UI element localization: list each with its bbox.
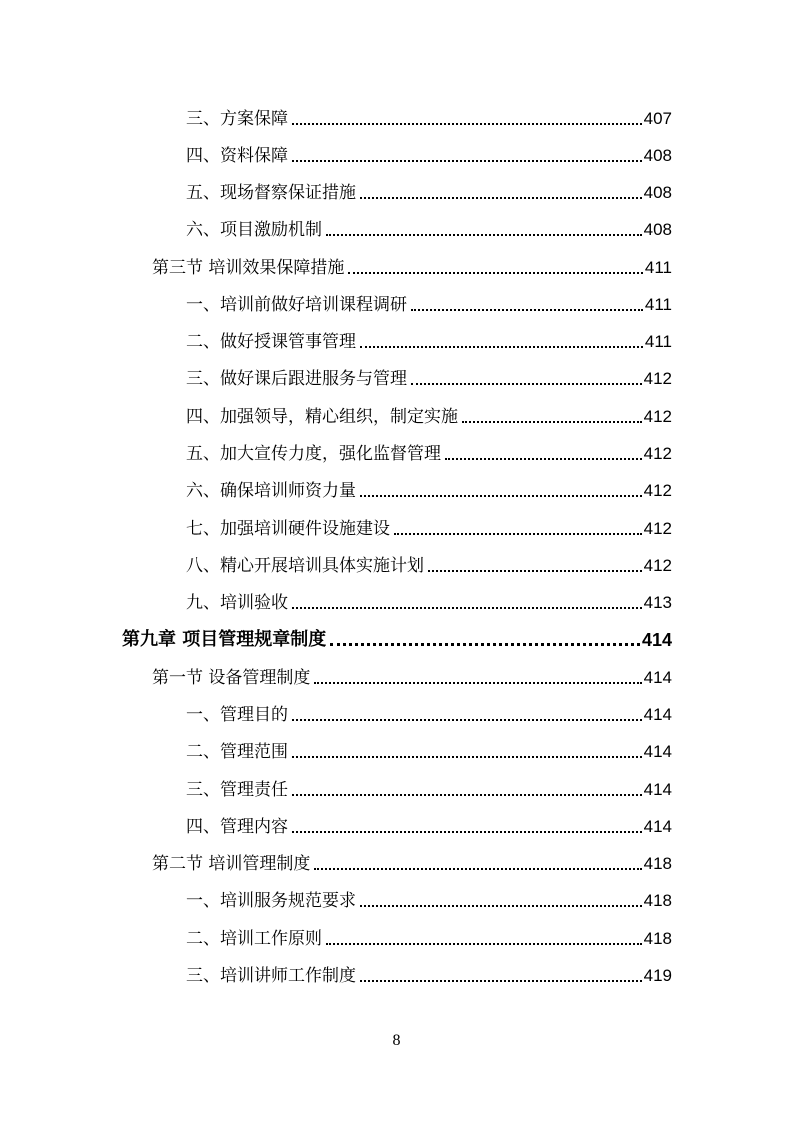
toc-entry-label: 二、培训工作原则 bbox=[186, 929, 322, 949]
toc-entry-page: 418 bbox=[643, 891, 672, 910]
toc-dot-leader bbox=[428, 570, 642, 572]
toc-entry-label: 九、培训验收 bbox=[186, 593, 288, 613]
toc-entry-page: 419 bbox=[643, 966, 672, 985]
toc-entry-page: 412 bbox=[643, 444, 672, 463]
toc-dot-leader bbox=[326, 943, 642, 945]
toc-entry[interactable] bbox=[186, 435, 672, 465]
toc-entry-label: 三、管理责任 bbox=[186, 780, 288, 800]
toc-entry-label: 三、方案保障 bbox=[186, 109, 288, 129]
toc-entry[interactable] bbox=[186, 733, 672, 763]
toc-entry-label: 一、管理目的 bbox=[186, 705, 288, 725]
toc-entry-label: 三、培训讲师工作制度 bbox=[186, 966, 356, 986]
toc-entry[interactable] bbox=[186, 696, 672, 726]
toc-entry-label: 一、培训服务规范要求 bbox=[186, 891, 356, 911]
toc-dot-leader bbox=[314, 682, 641, 684]
toc-chapter-entry[interactable] bbox=[122, 621, 672, 651]
toc-entry-label: 二、做好授课管事管理 bbox=[186, 332, 356, 352]
toc-entry-label: 三、做好课后跟进服务与管理 bbox=[186, 369, 407, 389]
toc-entry-label: 第二节 培训管理制度 bbox=[152, 854, 311, 874]
toc-entry[interactable] bbox=[186, 472, 672, 502]
toc-dot-leader bbox=[360, 905, 642, 907]
toc-dot-leader bbox=[314, 868, 641, 870]
toc-entry-label: 八、精心开展培训具体实施计划 bbox=[186, 556, 424, 576]
toc-dot-leader bbox=[411, 309, 643, 311]
toc-entry[interactable] bbox=[186, 547, 672, 577]
toc-dot-leader bbox=[360, 346, 643, 348]
toc-dot-leader bbox=[292, 607, 642, 609]
toc-entry-page: 408 bbox=[643, 183, 672, 202]
toc-entry-page: 407 bbox=[643, 109, 672, 128]
toc-entry-page: 411 bbox=[644, 295, 672, 314]
toc-entry[interactable] bbox=[186, 808, 672, 838]
page-number: 8 bbox=[392, 1032, 401, 1049]
toc-dot-leader bbox=[394, 533, 642, 535]
toc-dot-leader bbox=[360, 495, 642, 497]
toc-entry-page: 414 bbox=[643, 742, 672, 761]
toc-entry-page: 412 bbox=[643, 407, 672, 426]
toc-entry-label: 第一节 设备管理制度 bbox=[152, 668, 311, 688]
toc-entry-page: 413 bbox=[643, 593, 672, 612]
toc-entry[interactable] bbox=[186, 398, 672, 428]
toc-dot-leader bbox=[326, 234, 642, 236]
toc-entry-page: 411 bbox=[644, 258, 672, 277]
toc-dot-leader bbox=[292, 794, 642, 796]
toc-dot-leader bbox=[292, 123, 642, 125]
toc-entry-label: 五、加大宣传力度，强化监督管理 bbox=[186, 444, 441, 464]
toc-entry[interactable] bbox=[186, 771, 672, 801]
toc-entry-label: 六、项目激励机制 bbox=[186, 220, 322, 240]
toc-entry-label: 第九章 项目管理规章制度 bbox=[122, 629, 327, 650]
toc-entry[interactable] bbox=[186, 323, 672, 353]
toc-entry[interactable] bbox=[186, 360, 672, 390]
toc-entry-page: 414 bbox=[643, 780, 672, 799]
toc-dot-leader bbox=[292, 719, 642, 721]
toc-entry[interactable] bbox=[186, 137, 672, 167]
toc-entry-label: 一、培训前做好培训课程调研 bbox=[186, 295, 407, 315]
toc-section-entry[interactable] bbox=[152, 845, 672, 875]
toc-dot-leader bbox=[411, 383, 642, 385]
toc-entry-label: 四、加强领导，精心组织，制定实施 bbox=[186, 407, 458, 427]
toc-entry-label: 七、加强培训硬件设施建设 bbox=[186, 519, 390, 539]
toc-entry-page: 411 bbox=[644, 332, 672, 351]
toc-entry-page: 412 bbox=[643, 369, 672, 388]
toc-entry[interactable] bbox=[186, 286, 672, 316]
toc-entry[interactable] bbox=[186, 100, 672, 130]
toc-dot-leader bbox=[348, 272, 642, 274]
toc-dot-leader bbox=[292, 756, 642, 758]
toc-entry-label: 二、管理范围 bbox=[186, 742, 288, 762]
toc-entry-page: 412 bbox=[643, 481, 672, 500]
toc-entry-label: 六、确保培训师资力量 bbox=[186, 481, 356, 501]
toc-section-entry[interactable] bbox=[152, 659, 672, 689]
toc-entry-page: 414 bbox=[643, 668, 672, 687]
toc-dot-leader bbox=[462, 421, 642, 423]
toc-entry-label: 四、资料保障 bbox=[186, 146, 288, 166]
toc-dot-leader bbox=[292, 831, 642, 833]
toc-entry-page: 414 bbox=[643, 705, 672, 724]
toc-entry-label: 四、管理内容 bbox=[186, 817, 288, 837]
toc-entry-label: 第三节 培训效果保障措施 bbox=[152, 258, 345, 278]
toc-entry[interactable] bbox=[186, 211, 672, 241]
toc-entry[interactable] bbox=[186, 957, 672, 987]
toc-entry-page: 418 bbox=[643, 854, 672, 873]
toc-entry-page: 412 bbox=[643, 519, 672, 538]
toc-entry-page: 408 bbox=[643, 146, 672, 165]
toc-entry-page: 414 bbox=[641, 630, 672, 650]
toc-entry[interactable] bbox=[186, 174, 672, 204]
toc-entry[interactable] bbox=[186, 584, 672, 614]
toc-entry-label: 五、现场督察保证措施 bbox=[186, 183, 356, 203]
toc-dot-leader bbox=[292, 160, 642, 162]
toc-entry-page: 408 bbox=[643, 220, 672, 239]
toc-entry[interactable] bbox=[186, 510, 672, 540]
toc-dot-leader bbox=[360, 197, 642, 199]
toc-entry[interactable] bbox=[186, 882, 672, 912]
toc-entry-page: 418 bbox=[643, 929, 672, 948]
toc-entry-page: 412 bbox=[643, 556, 672, 575]
toc-entry-page: 414 bbox=[643, 817, 672, 836]
toc-entry[interactable] bbox=[186, 920, 672, 950]
toc-dot-leader bbox=[360, 980, 642, 982]
toc-dot-leader bbox=[330, 643, 640, 646]
toc-dot-leader bbox=[445, 458, 642, 460]
toc-section-entry[interactable] bbox=[152, 249, 672, 279]
